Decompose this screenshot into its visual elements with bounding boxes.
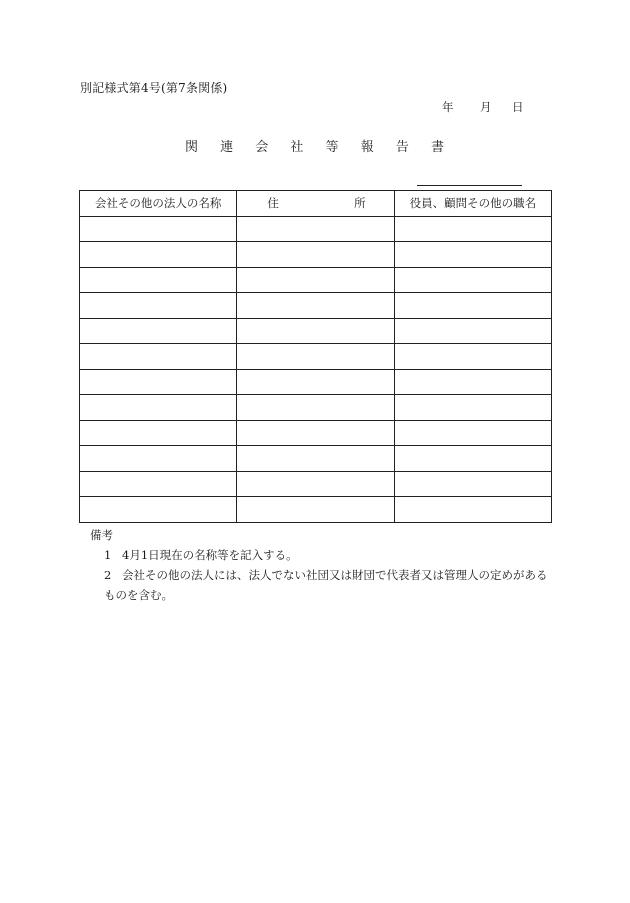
header-address [237, 191, 394, 217]
date-year-label: 年 [442, 100, 454, 114]
cell-address[interactable] [237, 395, 394, 421]
cell-address[interactable] [237, 318, 394, 344]
table-row [80, 369, 552, 395]
cell-position[interactable] [394, 471, 551, 497]
cell-address[interactable] [237, 446, 394, 472]
cell-company-name[interactable] [80, 369, 237, 395]
form-number-label: 別記様式第4号(第7条関係) [80, 81, 228, 95]
cell-company-name[interactable] [80, 446, 237, 472]
remarks-section [89, 525, 559, 605]
cell-position[interactable] [394, 395, 551, 421]
remark-number: 2 [104, 568, 112, 582]
table-row [80, 318, 552, 344]
cell-address[interactable] [237, 497, 394, 523]
cell-company-name[interactable] [80, 293, 237, 319]
cell-address[interactable] [237, 369, 394, 395]
remark-item-2-continuation: ものを含む。 [104, 588, 173, 602]
cell-position[interactable] [394, 318, 551, 344]
date-month-label: 月 [480, 100, 492, 114]
cell-position[interactable] [394, 344, 551, 370]
remark-item-1 [89, 545, 559, 565]
header-position: 役員、顧問その他の職名 [394, 191, 551, 217]
header-address-part-2: 所 [354, 196, 366, 211]
cell-position[interactable] [394, 216, 551, 242]
cell-position[interactable] [394, 369, 551, 395]
table-row [80, 216, 552, 242]
cell-position[interactable] [394, 293, 551, 319]
table-row [80, 471, 552, 497]
date-day-label: 日 [512, 100, 524, 114]
remark-item-2 [89, 565, 559, 585]
related-companies-table [79, 190, 552, 523]
cell-position[interactable] [394, 242, 551, 268]
signature-line [417, 185, 522, 186]
table-row [80, 395, 552, 421]
cell-company-name[interactable] [80, 318, 237, 344]
cell-company-name[interactable] [80, 420, 237, 446]
cell-company-name[interactable] [80, 497, 237, 523]
cell-address[interactable] [237, 293, 394, 319]
cell-address[interactable] [237, 242, 394, 268]
cell-position[interactable] [394, 497, 551, 523]
header-address-part-1: 住 [267, 196, 279, 211]
remark-text: 会社その他の法人には、法人でない社団又は財団で代表者又は管理人の定めがある [122, 568, 548, 582]
cell-address[interactable] [237, 216, 394, 242]
cell-company-name[interactable] [80, 216, 237, 242]
table-row [80, 344, 552, 370]
cell-company-name[interactable] [80, 395, 237, 421]
cell-position[interactable] [394, 420, 551, 446]
remark-number: 1 [104, 548, 112, 562]
table-row [80, 242, 552, 268]
cell-company-name[interactable] [80, 267, 237, 293]
table-row [80, 497, 552, 523]
cell-company-name[interactable] [80, 242, 237, 268]
table-row [80, 420, 552, 446]
cell-address[interactable] [237, 471, 394, 497]
cell-company-name[interactable] [80, 471, 237, 497]
cell-address[interactable] [237, 420, 394, 446]
cell-position[interactable] [394, 267, 551, 293]
remarks-title: 備考 [90, 528, 113, 542]
cell-position[interactable] [394, 446, 551, 472]
header-company-name: 会社その他の法人の名称 [80, 191, 237, 217]
cell-address[interactable] [237, 267, 394, 293]
cell-address[interactable] [237, 344, 394, 370]
table-body [80, 216, 552, 522]
table-header-row [80, 191, 552, 217]
table-row [80, 267, 552, 293]
table-row [80, 446, 552, 472]
document-title: 関 連 会 社 等 報 告 書 [185, 140, 453, 155]
remark-text: 4月1日現在の名称等を記入する。 [122, 548, 298, 562]
cell-company-name[interactable] [80, 344, 237, 370]
table-row [80, 293, 552, 319]
